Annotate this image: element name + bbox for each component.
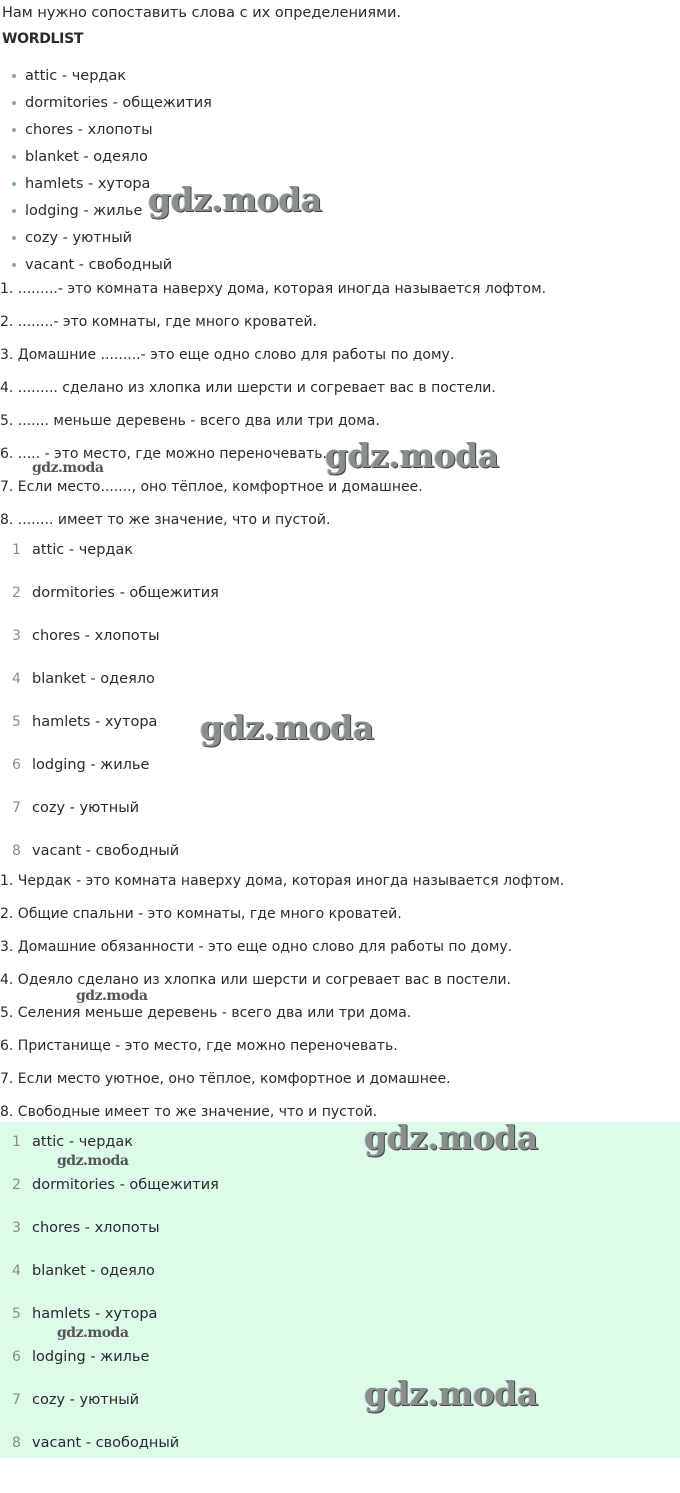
list-item: attic - чердак xyxy=(12,65,212,92)
answer-sentence: 3. Домашние обязанности - это еще одно слово для работы по дому. xyxy=(0,939,513,955)
bullet-icon xyxy=(12,182,16,186)
list-item: hamlets - хутора xyxy=(12,173,212,200)
item-number: 5 xyxy=(12,1306,21,1322)
item-text: chores - хлопоты xyxy=(32,1220,160,1236)
wordlist-heading: WORDLIST xyxy=(2,31,84,47)
task-sentence: 2. ........- это комнаты, где много кроватей. xyxy=(0,314,317,330)
item-number: 5 xyxy=(12,714,21,730)
item-text: blanket - одеяло xyxy=(32,671,155,687)
item-number: 4 xyxy=(12,1263,21,1279)
item-number: 4 xyxy=(12,671,21,687)
list-item xyxy=(0,1433,680,1476)
item-number: 7 xyxy=(12,1392,21,1408)
list-item xyxy=(0,1347,680,1390)
list-item xyxy=(0,755,680,798)
list-item: vacant - свободный xyxy=(12,254,212,281)
bullet-icon xyxy=(12,155,16,159)
item-text: vacant - свободный xyxy=(32,843,180,859)
item-text: cozy - уютный xyxy=(32,800,140,816)
item-number: 1 xyxy=(12,1134,21,1150)
bullet-icon xyxy=(12,128,16,132)
item-number: 1 xyxy=(12,542,21,558)
item-number: 3 xyxy=(12,1220,21,1236)
bullet-icon xyxy=(12,236,16,240)
task-sentence: 4. ......... сделано из хлопка или шерсти и согревает вас в постели. xyxy=(0,380,496,396)
watermark-logo: gdz.moda xyxy=(325,436,499,475)
watermark-logo: gdz.moda xyxy=(148,180,322,219)
numbered-list-highlighted xyxy=(0,1132,680,1476)
bullet-icon xyxy=(12,209,16,213)
item-number: 7 xyxy=(12,800,21,816)
item-number: 8 xyxy=(12,843,21,859)
answer-sentence: 4. Одеяло сделано из хлопка или шерсти и согревает вас в постели. xyxy=(0,972,512,988)
watermark-logo: gdz.moda xyxy=(76,988,148,1004)
item-text: lodging - жилье xyxy=(32,757,150,773)
item-text: vacant - свободный xyxy=(32,1435,180,1451)
item-text: hamlets - хутора xyxy=(32,1306,158,1322)
answer-sentence: 6. Пристанище - это место, где можно переночевать. xyxy=(0,1038,398,1054)
item-text: cozy - уютный xyxy=(32,1392,140,1408)
item-text: chores - хлопоты xyxy=(32,628,160,644)
task-sentence: 3. Домашние .........- это еще одно слово для работы по дому. xyxy=(0,347,455,363)
list-item xyxy=(0,1390,680,1433)
item-text: dormitories - общежития xyxy=(32,1177,219,1193)
watermark-logo: gdz.moda xyxy=(57,1153,129,1169)
list-item: blanket - одеяло xyxy=(12,146,212,173)
task-sentence: 6. ..... - это место, где можно переночевать. xyxy=(0,446,327,462)
bullet-icon xyxy=(12,101,16,105)
task-sentence: 5. ....... меньше деревень - всего два или три дома. xyxy=(0,413,380,429)
task-sentence: 7. Если место......., оно тёплое, комфортное и домашнее. xyxy=(0,479,423,495)
watermark-logo: gdz.moda xyxy=(364,1374,538,1413)
item-text: attic - чердак xyxy=(32,1134,134,1150)
item-text: lodging - жилье xyxy=(32,1349,150,1365)
answer-sentence: 8. Свободные имеет то же значение, что и пустой. xyxy=(0,1104,378,1120)
watermark-logo: gdz.moda xyxy=(57,1325,129,1341)
list-item xyxy=(0,1175,680,1218)
item-text: hamlets - хутора xyxy=(32,714,158,730)
intro-text: Нам нужно сопоставить слова с их определениями. xyxy=(2,5,402,21)
list-item xyxy=(0,1261,680,1304)
answer-sentence: 7. Если место уютное, оно тёплое, комфортное и домашнее. xyxy=(0,1071,451,1087)
list-item: chores - хлопоты xyxy=(12,119,212,146)
list-item: dormitories - общежития xyxy=(12,92,212,119)
item-number: 2 xyxy=(12,1177,21,1193)
item-number: 6 xyxy=(12,1349,21,1365)
watermark-logo: gdz.moda xyxy=(364,1118,538,1157)
bullet-icon xyxy=(12,263,16,267)
list-item: lodging - жилье xyxy=(12,200,212,227)
list-item xyxy=(0,669,680,712)
watermark-logo: gdz.moda xyxy=(32,460,104,476)
item-number: 8 xyxy=(12,1435,21,1451)
answer-sentence: 5. Селения меньше деревень - всего два или три дома. xyxy=(0,1005,412,1021)
answer-sentence: 1. Чердак - это комната наверху дома, которая иногда называется лофтом. xyxy=(0,873,565,889)
wordlist xyxy=(12,65,212,281)
item-text: attic - чердак xyxy=(32,542,134,558)
item-number: 2 xyxy=(12,585,21,601)
list-item xyxy=(0,540,680,583)
watermark-logo: gdz.moda xyxy=(200,708,374,747)
list-item xyxy=(0,1218,680,1261)
list-item xyxy=(0,798,680,841)
bullet-icon xyxy=(12,74,16,78)
answer-sentence: 2. Общие спальни - это комнаты, где много кроватей. xyxy=(0,906,402,922)
list-item: cozy - уютный xyxy=(12,227,212,254)
item-text: blanket - одеяло xyxy=(32,1263,155,1279)
item-number: 6 xyxy=(12,757,21,773)
list-item xyxy=(0,583,680,626)
task-sentence: 1. .........- это комната наверху дома, которая иногда называется лофтом. xyxy=(0,281,547,297)
task-sentence: 8. ........ имеет то же значение, что и пустой. xyxy=(0,512,331,528)
list-item xyxy=(0,626,680,669)
item-number: 3 xyxy=(12,628,21,644)
item-text: dormitories - общежития xyxy=(32,585,219,601)
